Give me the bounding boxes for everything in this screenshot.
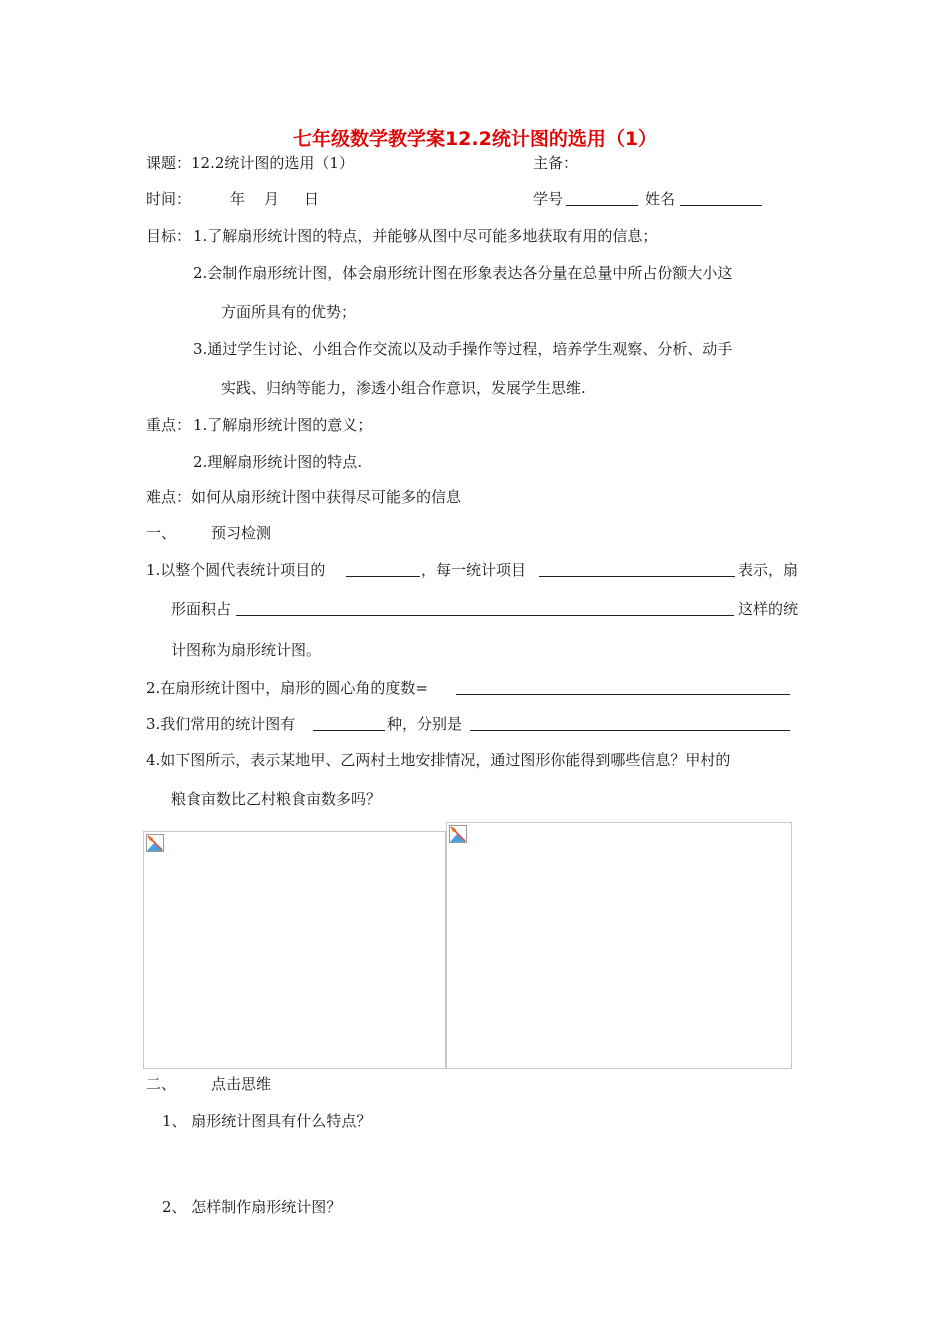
question-1-part-5: 这样的统 [738,600,799,618]
broken-image-icon [146,834,164,852]
section-2-question-2: 2、 怎样制作扇形统计图？ [162,1198,342,1216]
question-1-blank-3[interactable] [236,615,734,616]
key-point-item-1: 1.了解扇形统计图的意义； [193,416,373,434]
student-id-blank[interactable] [566,205,638,206]
broken-image-icon [449,825,467,843]
question-3-part-1: 3.我们常用的统计图有 [146,715,296,733]
question-1-part-4: 形面积占 [171,600,232,618]
author-label: 主备： [533,154,579,172]
question-4-line-1: 4.如下图所示，表示某地甲、乙两村土地安排情况，通过图形你能得到哪些信息？甲村的 [146,751,731,769]
time-label: 时间： [146,190,192,208]
objective-item-1: 1.了解扇形统计图的特点，并能够从图中尽可能多地获取有用的信息； [193,227,658,245]
question-2-text: 2.在扇形统计图中，扇形的圆心角的度数= [146,679,428,697]
question-3-blank-1[interactable] [313,730,385,731]
question-1-part-2: ，每一统计项目 [421,561,527,579]
question-1-part-6: 计图称为扇形统计图。 [171,641,322,659]
question-3-blank-2[interactable] [470,730,790,731]
key-point-item-2: 2.理解扇形统计图的特点. [193,453,363,471]
section-2-number: 二、 [146,1075,177,1093]
question-1-blank-2[interactable] [539,576,735,577]
village-jia-chart-image [143,831,446,1069]
section-1-number: 一、 [146,524,177,542]
topic-label: 课题：12.2统计图的选用（1） [146,154,354,172]
section-1-title: 预习检测 [211,524,272,542]
name-label: 姓名 [645,190,676,208]
objective-item-2-line-1: 2.会制作扇形统计图，体会扇形统计图在形象表达各分量在总量中所占份额大小这 [193,264,733,282]
question-1-blank-1[interactable] [346,576,420,577]
village-yi-chart-image [446,822,792,1069]
document-title: 七年级数学教学案12.2统计图的选用（1） [292,128,658,150]
student-id-label: 学号 [533,190,564,208]
question-1-part-3: 表示，扇 [738,561,799,579]
objective-item-3-line-2: 实践、归纳等能力，渗透小组合作意识，发展学生思维. [221,379,586,397]
question-4-line-2: 粮食亩数比乙村粮食亩数多吗？ [171,790,382,808]
difficulty-text: 难点：如何从扇形统计图中获得尽可能多的信息 [146,488,462,506]
question-1-part-1: 1.以整个圆代表统计项目的 [146,561,326,579]
key-points-label: 重点： [146,416,192,434]
objective-item-3-line-1: 3.通过学生讨论、小组合作交流以及动手操作等过程，培养学生观察、分析、动手 [193,340,733,358]
objectives-label: 目标： [146,227,192,245]
month-label: 月 [264,190,280,208]
name-blank[interactable] [680,205,762,206]
question-3-part-2: 种，分别是 [387,715,463,733]
objective-item-2-line-2: 方面所具有的优势； [221,303,357,321]
section-2-title: 点击思维 [211,1075,272,1093]
question-2-blank[interactable] [456,694,790,695]
year-label: 年 [230,190,246,208]
section-2-question-1: 1、 扇形统计图具有什么特点？ [162,1112,372,1130]
day-label: 日 [304,190,320,208]
